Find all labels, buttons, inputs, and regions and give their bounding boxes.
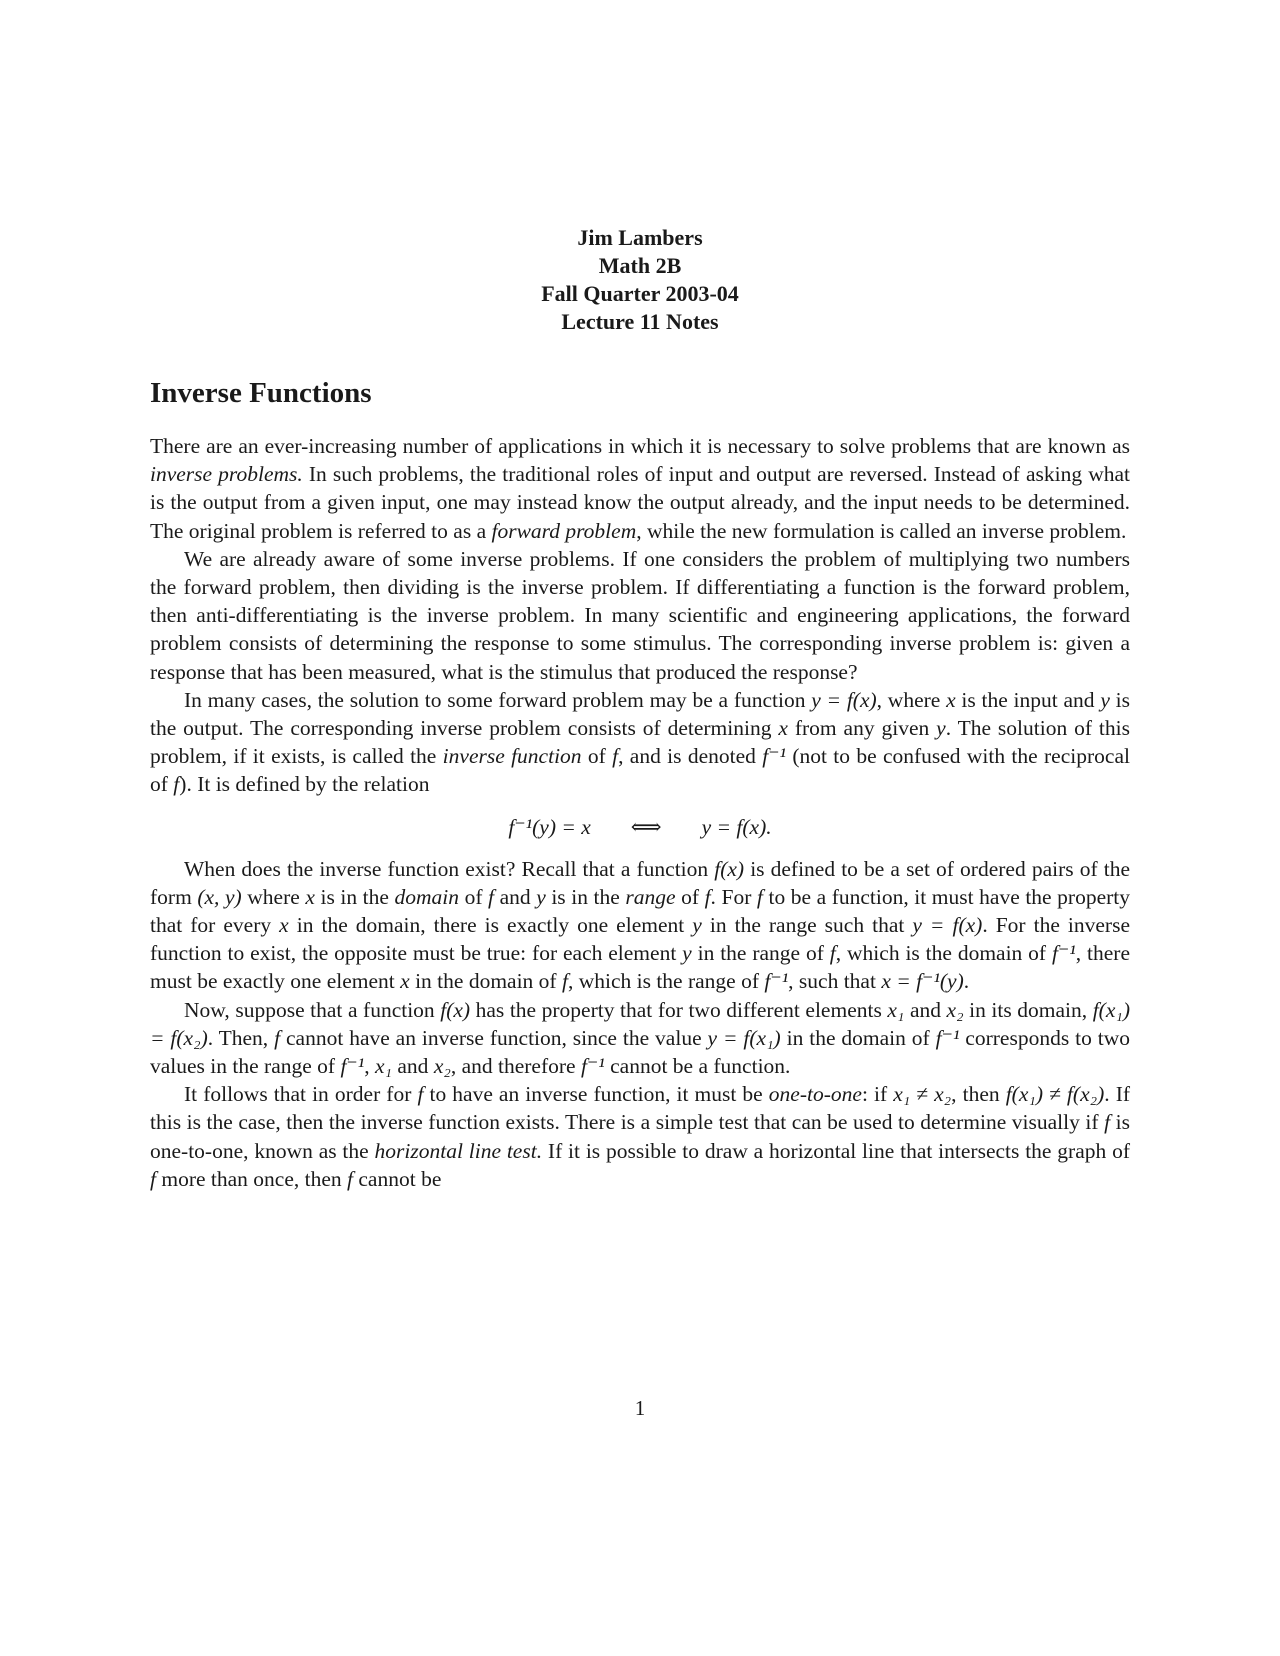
paragraph-4 (150, 855, 1130, 996)
term-inverse-problems: inverse problems. (150, 462, 303, 487)
paragraph-6 (150, 1080, 1130, 1193)
term-one-to-one: one-to-one (768, 1082, 862, 1107)
text: cannot be (353, 1166, 442, 1191)
math: y = f(x) (811, 687, 877, 712)
term-domain: domain (394, 884, 459, 909)
text: . The solution of this problem, if it exists, is called the (150, 716, 1130, 769)
text: If it is possible to draw a horizontal line that intersects the graph of (542, 1138, 1130, 1163)
text: , which is the domain of (835, 941, 1052, 966)
text: (not to be confused with the reciprocal of (150, 744, 1130, 797)
math: x₂ (433, 1054, 451, 1079)
math: f (173, 772, 180, 797)
text: in the domain of (780, 1025, 936, 1050)
text: of (581, 744, 613, 769)
math: f(x₁) ≠ f(x₂) (1005, 1082, 1105, 1107)
paragraph-3 (150, 686, 1130, 799)
math: y (1100, 687, 1110, 712)
text: to have an inverse function, it must be (423, 1082, 769, 1107)
text: to be a function, it must have the property that for every (150, 884, 1130, 938)
equation-lhs: f⁻¹(y) = x (508, 814, 591, 839)
section-title: Inverse Functions (150, 377, 372, 409)
text: has the property that for two different elements (470, 997, 888, 1022)
math: f (756, 884, 763, 909)
math: x (778, 716, 788, 741)
math: f (488, 884, 495, 909)
text: of (675, 884, 705, 909)
text: In such problems, the traditional roles of input and output are reversed. Instead of asking what is the output from a given input, one may instead know the output already, and the input needs to be determined. The original problem is referred to as a (150, 462, 1130, 543)
text: of (459, 884, 489, 909)
display-equation (150, 813, 1130, 841)
math: x₁ (887, 997, 905, 1022)
text: , while the new formulation is called an inverse problem. (636, 518, 1127, 543)
math: f⁻¹ (580, 1054, 605, 1079)
text: and (494, 884, 537, 909)
text: is defined to be a set of ordered pairs of the form (150, 856, 1130, 909)
course-name: Math 2B (598, 253, 682, 278)
text: , and is denoted (618, 744, 763, 769)
paragraph-2: We are already aware of some inverse problems. If one considers the problem of multiplying two numbers the forward problem, then dividing is the inverse problem. If differentiating a function is the forward problem, then anti-differentiating is the inverse problem. In many scientific and engineering applications, the forward problem consists of determining the response to some stimulus. The corresponding inverse problem is: given a response that has been measured, what is the stimulus that produced the response? (150, 546, 1130, 684)
lecture-title: Lecture 11 Notes (561, 309, 719, 334)
math: f (417, 1082, 424, 1107)
text: in its domain, (963, 997, 1093, 1022)
term-horizontal-line-test: horizontal line test. (374, 1138, 543, 1163)
math: y = f(x₁) (707, 1025, 781, 1050)
math: f(x) (714, 856, 745, 881)
text: In many cases, the solution to some forward problem may be a function (184, 687, 812, 712)
text: is the output. The corresponding inverse problem consists of determining (150, 687, 1130, 741)
term-inverse-function: inverse function (442, 744, 582, 769)
text: ). It is defined by the relation (179, 772, 430, 797)
math: f (561, 969, 568, 994)
text: and (392, 1054, 434, 1079)
author-name: Jim Lambers (577, 225, 703, 250)
page-number: 1 (634, 1396, 646, 1420)
text: . (963, 969, 970, 994)
math: x₁ ≠ x₂ (893, 1082, 952, 1107)
math: y (936, 716, 946, 741)
text: , there must be exactly one element (150, 941, 1130, 994)
math: f⁻¹ (762, 744, 786, 769)
text: cannot be a function. (604, 1054, 791, 1079)
text: is the input and (955, 687, 1101, 712)
text: in the domain, there is exactly one element (288, 913, 693, 938)
text: . For the inverse function to exist, the opposite must be true: for each element (150, 913, 1130, 966)
text: , (364, 1054, 375, 1079)
text: from any given (787, 716, 937, 741)
text: . Then, (207, 1025, 275, 1050)
math: f (274, 1025, 281, 1050)
text: corresponds to two values in the range of (150, 1025, 1130, 1079)
text: where (241, 884, 306, 909)
math: f (612, 744, 619, 769)
text: in the range such that (701, 913, 913, 938)
text: , where (876, 687, 947, 712)
text: is in the (545, 884, 626, 909)
math: f (150, 1166, 156, 1191)
math: f (1104, 1110, 1111, 1135)
math: x = f⁻¹(y) (881, 969, 964, 994)
text: in the domain of (409, 969, 562, 994)
math: f(x) (440, 997, 471, 1022)
math: x (946, 687, 956, 712)
text: : if (861, 1082, 894, 1107)
term: Fall Quarter 2003-04 (541, 281, 739, 306)
math: f (704, 884, 711, 909)
math: f(x₁) = f(x₂) (150, 997, 1130, 1050)
text: When does the inverse function exist? Recall that a function (184, 856, 715, 881)
text: There are an ever-increasing number of applications in which it is necessary to solve problems that are known as (150, 434, 1130, 458)
math: f⁻¹ (935, 1025, 960, 1050)
math: x (305, 884, 315, 909)
text: . If this is the case, then the inverse function exists. There is a simple test that can be used to determine visually if (150, 1082, 1131, 1135)
text: It follows that in order for (184, 1082, 418, 1107)
term-range: range (625, 884, 676, 909)
paragraph-1 (150, 432, 1130, 545)
text: , which is the range of (567, 969, 765, 994)
math: f⁻¹ (340, 1054, 365, 1079)
text: and (904, 997, 947, 1022)
text: . For (710, 884, 757, 909)
math: f (829, 941, 836, 966)
math: f⁻¹ (764, 969, 789, 994)
math: y (692, 913, 702, 938)
math: f⁻¹ (1051, 941, 1076, 966)
body-text (150, 432, 1130, 1193)
text: in the range of (691, 941, 830, 966)
math: y (682, 941, 692, 966)
text: cannot have an inverse function, since the value (280, 1025, 708, 1050)
math: x₁ (374, 1054, 393, 1079)
math: y (536, 884, 546, 909)
iff-symbol: ⟺ (630, 814, 662, 839)
math: x₂ (946, 997, 964, 1022)
document-header (0, 224, 1280, 336)
equation-rhs: y = f(x). (701, 814, 772, 839)
text: is one-to-one, known as the (150, 1110, 1131, 1163)
text: , then (951, 1082, 1006, 1107)
math: x (400, 969, 410, 994)
math: y = f(x) (912, 913, 983, 938)
text: Now, suppose that a function (184, 997, 441, 1022)
text: more than once, then (155, 1166, 348, 1191)
math: (x, y) (197, 884, 242, 909)
math: f (347, 1166, 354, 1191)
text: , and therefore (450, 1054, 581, 1079)
text: is in the (314, 884, 395, 909)
text: , such that (788, 969, 882, 994)
math: x (279, 913, 289, 938)
term-forward-problem: forward problem (491, 518, 637, 543)
paragraph-5 (150, 996, 1130, 1081)
